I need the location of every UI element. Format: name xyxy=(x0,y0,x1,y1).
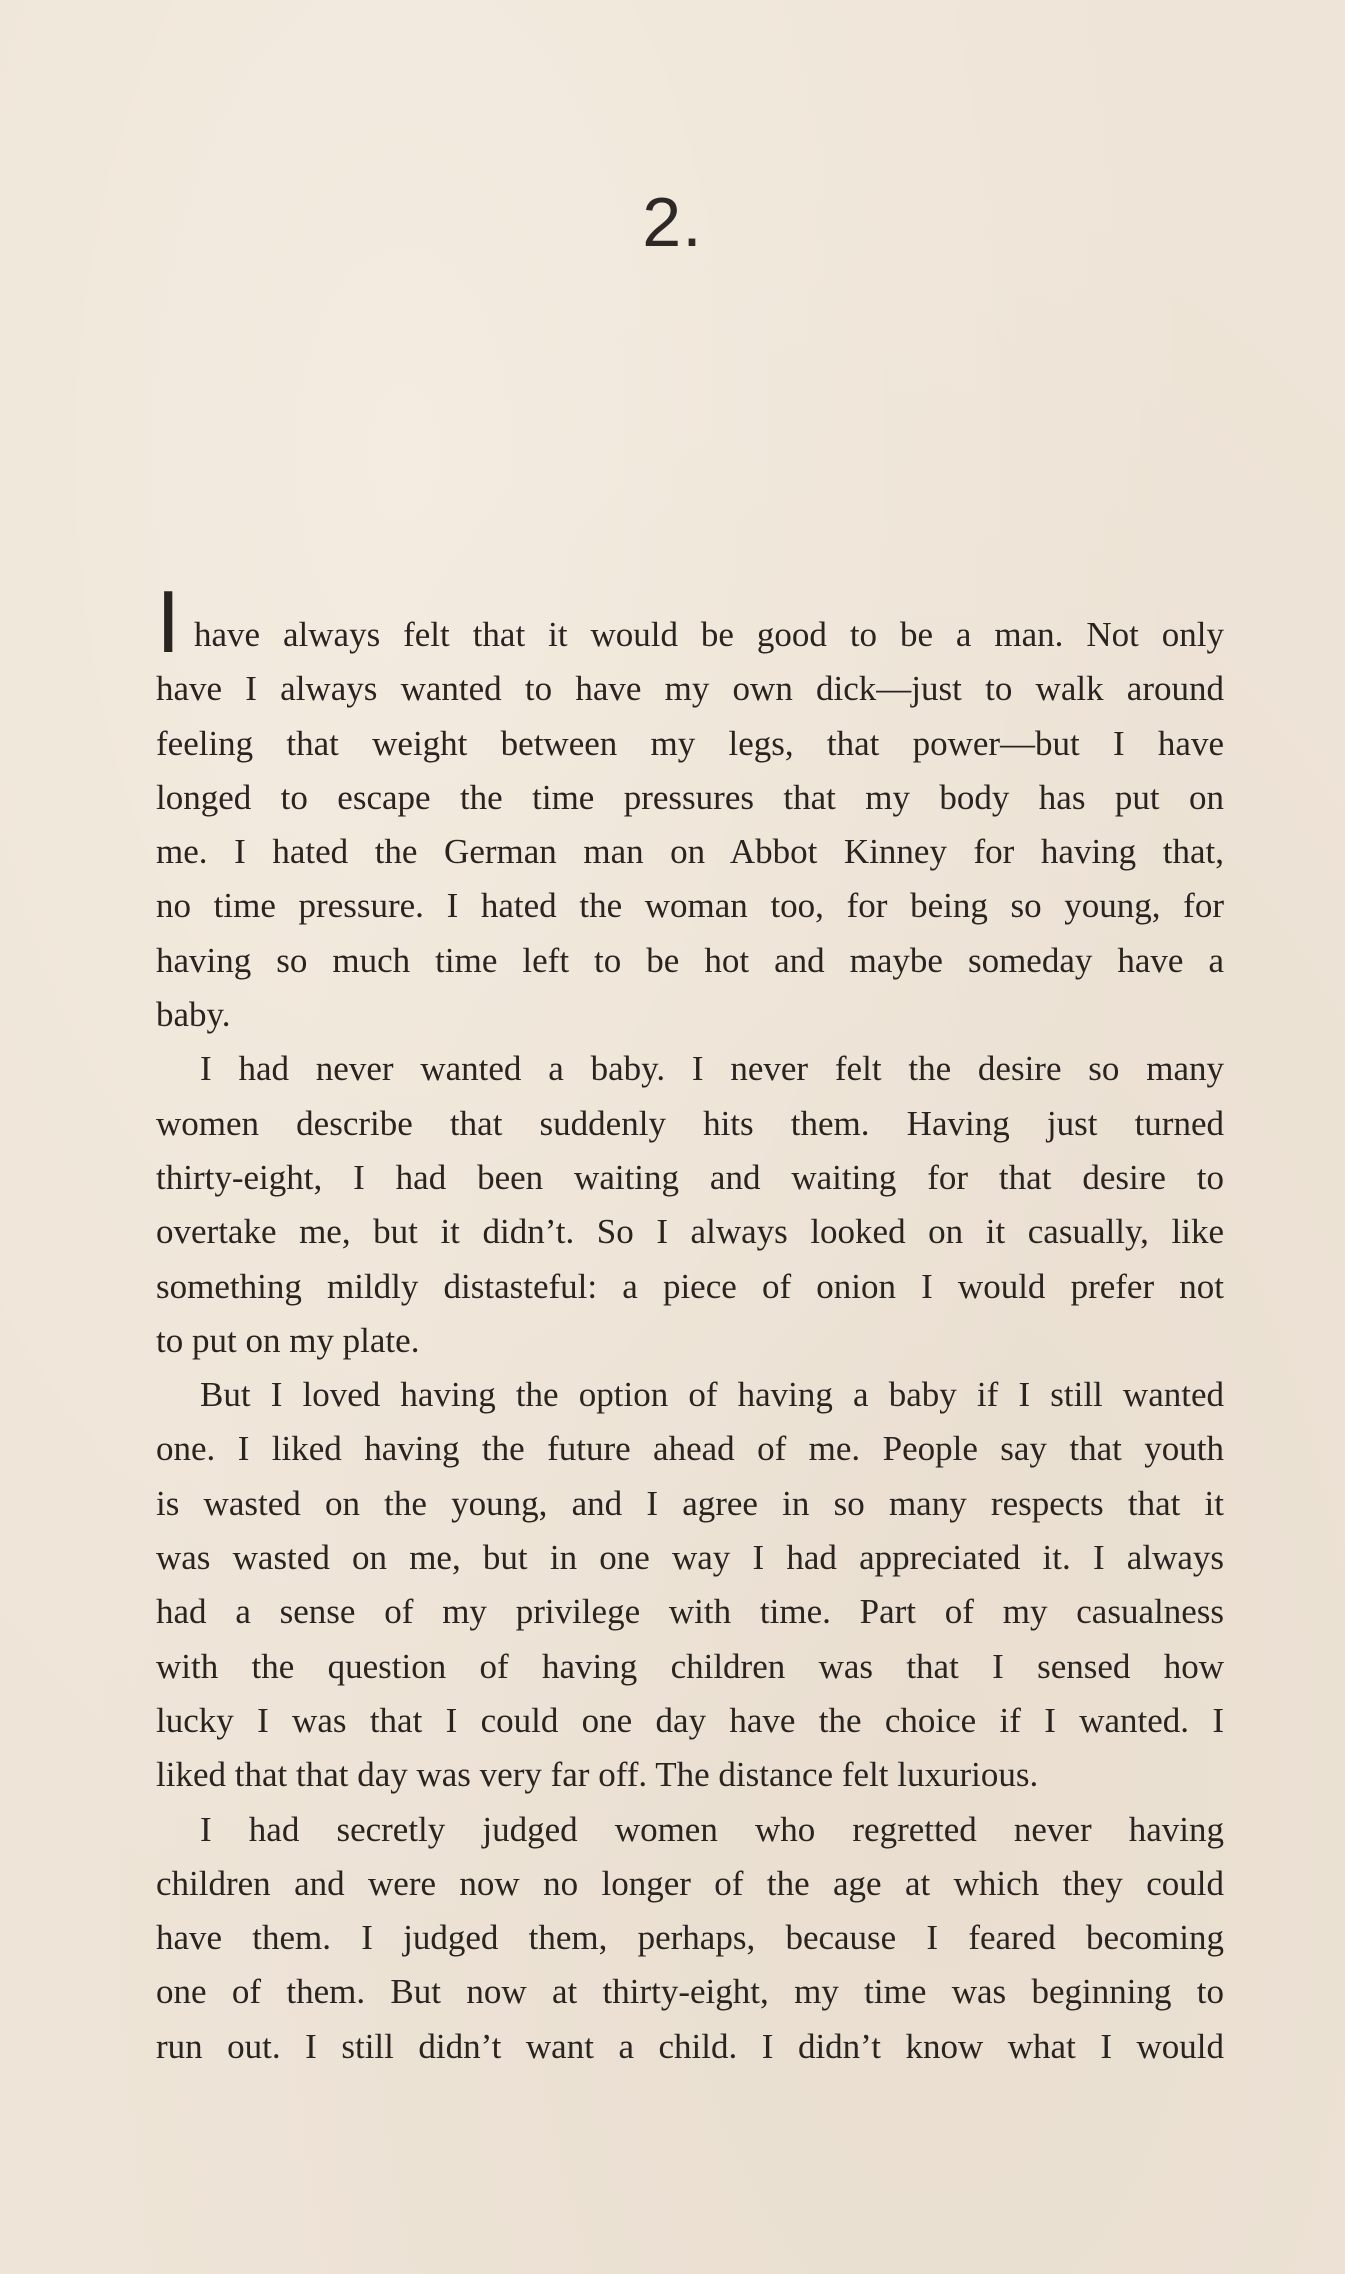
text-line-content: me. I hated the German man on Abbot Kinney for having that, xyxy=(156,832,1224,872)
text-line xyxy=(156,1477,1224,1531)
text-line-content: something mildly distasteful: a piece of onion I would prefer not xyxy=(156,1266,1224,1306)
text-line xyxy=(156,879,1224,933)
text-line-content: I had never wanted a baby. I never felt the desire so many xyxy=(200,1049,1224,1089)
text-line xyxy=(156,988,1224,1042)
text-line-content: no time pressure. I hated the woman too, for being so young, for xyxy=(156,886,1224,926)
text-line xyxy=(156,825,1224,879)
text-line xyxy=(156,1803,1224,1857)
text-line-content: But I loved having the option of having a baby if I still wanted xyxy=(200,1375,1224,1415)
text-line-content: longed to escape the time pressures that my body has put on xyxy=(156,777,1224,817)
text-line-content: liked that that day was very far off. The distance felt luxurious. xyxy=(156,1755,1039,1795)
text-line-content: run out. I still didn’t want a child. I didn’t know what I would xyxy=(156,2026,1224,2066)
text-line-content: had a sense of my privilege with time. Part of my casualness xyxy=(156,1592,1224,1632)
text-line xyxy=(156,1097,1224,1151)
text-line-content: to put on my plate. xyxy=(156,1320,420,1360)
text-line xyxy=(156,1965,1224,2019)
text-line xyxy=(156,1694,1224,1748)
text-line xyxy=(156,1260,1224,1314)
text-line-content: was wasted on me, but in one way I had appreciated it. I always xyxy=(156,1538,1224,1578)
text-line-content: thirty-eight, I had been waiting and waiting for that desire to xyxy=(156,1157,1224,1197)
body-text xyxy=(156,572,1224,2074)
text-line xyxy=(156,1368,1224,1422)
text-line-content: women describe that suddenly hits them. Having just turned xyxy=(156,1103,1224,1143)
text-line xyxy=(156,1205,1224,1259)
text-line-content: have them. I judged them, perhaps, because I feared becoming xyxy=(156,1918,1224,1958)
text-line xyxy=(156,771,1224,825)
text-line xyxy=(156,1042,1224,1096)
text-line-content: one of them. But now at thirty-eight, my time was beginning to xyxy=(156,1972,1224,2012)
text-line-content: baby. xyxy=(156,995,231,1035)
text-line xyxy=(156,934,1224,988)
drop-cap: I xyxy=(156,572,181,671)
text-line xyxy=(156,1314,1224,1368)
text-line-content: feeling that weight between my legs, that power—but I have xyxy=(156,723,1224,763)
chapter-number: 2. xyxy=(642,183,703,261)
text-line xyxy=(156,2020,1224,2074)
text-line xyxy=(156,1422,1224,1476)
text-line-content: is wasted on the young, and I agree in so many respects that it xyxy=(156,1483,1224,1523)
text-line-content: have I always wanted to have my own dick—just to walk around xyxy=(156,669,1224,709)
text-line-content: one. I liked having the future ahead of me. People say that youth xyxy=(156,1429,1224,1469)
text-line xyxy=(156,1531,1224,1585)
text-line-content: overtake me, but it didn’t. So I always looked on it casually, like xyxy=(156,1212,1224,1252)
text-line xyxy=(156,572,1224,671)
text-line-content: having so much time left to be hot and maybe someday have a xyxy=(156,940,1224,980)
text-line xyxy=(156,662,1224,716)
text-line xyxy=(156,1748,1224,1802)
text-line xyxy=(156,1911,1224,1965)
text-line-content: children and were now no longer of the age at which they could xyxy=(156,1863,1224,1903)
text-line-content: with the question of having children was that I sensed how xyxy=(156,1646,1224,1686)
text-line xyxy=(156,1151,1224,1205)
text-line xyxy=(156,1857,1224,1911)
text-line-content: lucky I was that I could one day have the choice if I wanted. I xyxy=(156,1700,1224,1740)
text-line-content: have always felt that it would be good to be a man. Not only xyxy=(194,615,1224,654)
text-line xyxy=(156,1585,1224,1639)
text-line xyxy=(156,1640,1224,1694)
text-line-content: I had secretly judged women who regretted never having xyxy=(200,1809,1224,1849)
text-line xyxy=(156,717,1224,771)
